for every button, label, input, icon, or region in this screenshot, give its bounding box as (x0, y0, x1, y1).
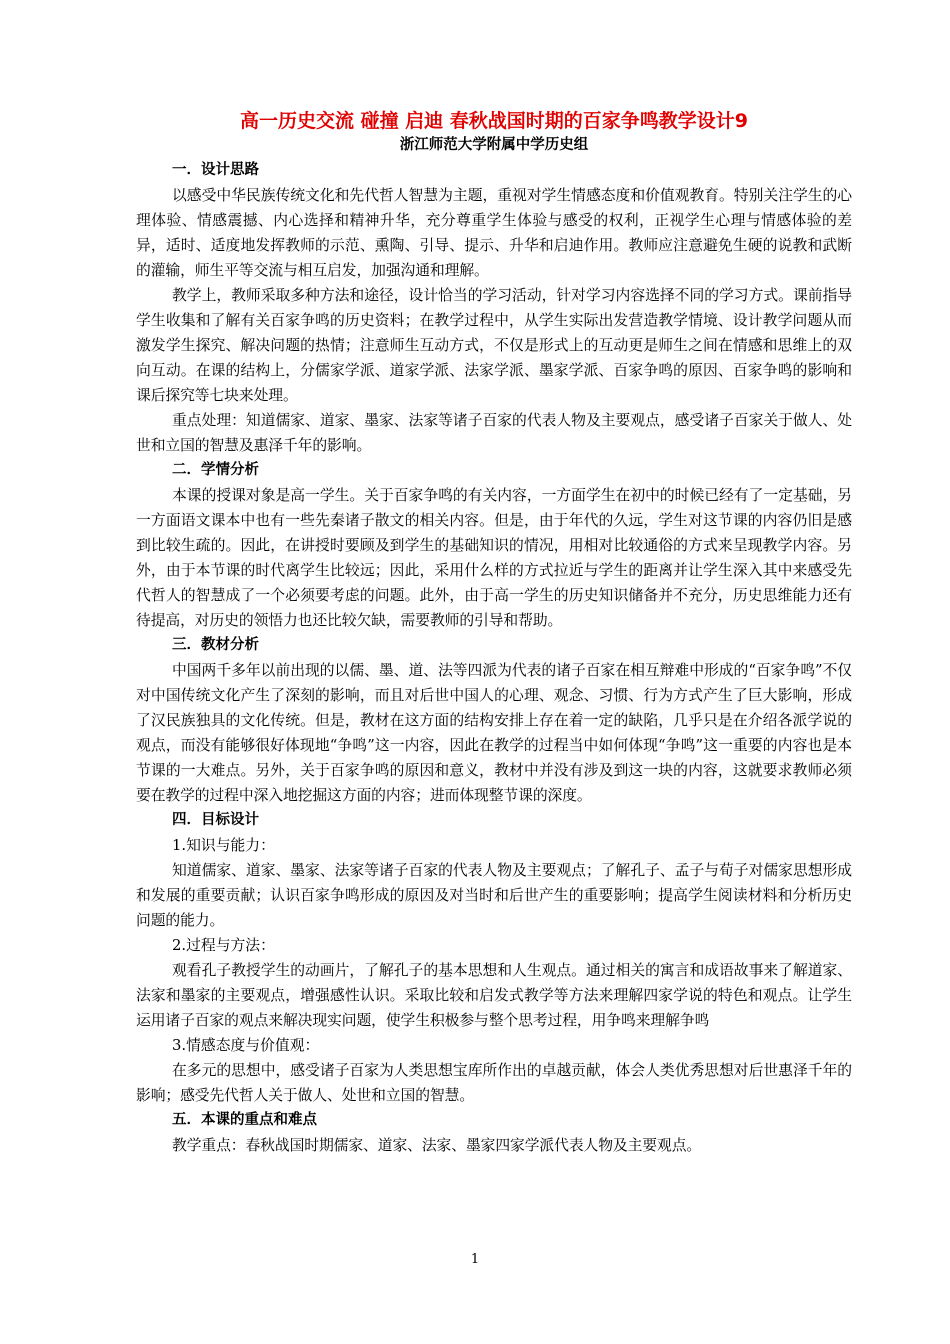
paragraph: 教学重点：春秋战国时期儒家、道家、法家、墨家四家学派代表人物及主要观点。 (172, 1137, 702, 1154)
paragraph: 本课的授课对象是高一学生。关于百家争鸣的有关内容，一方面学生在初中的时候已经有了一定基础，另一方面语文课本中也有一些先秦诸子散文的相关内容。但是，由于年代的久远，学生对这节课的内容仍旧是感到比较生疏的。因此，在讲授时要顾及到学生的基础知识的情况，用相对比较通俗的方式来呈现教学内容。另外，由于本节课的时代离学生比较远；因此，采用什么样的方式拉近与学生的距离并让学生深入其中来感受先代哲人的智慧成了一个必须要考虑的问题。此外，由于高一学生的历史知识储备并不充分，历史思维能力还有待提高，对历史的领悟力也还比较欠缺，需要教师的引导和帮助。 (136, 487, 852, 629)
paragraph: 知道儒家、道家、墨家、法家等诸子百家的代表人物及主要观点；了解孔子、孟子与荀子对儒家思想形成和发展的重要贡献；认识百家争鸣形成的原因及对当时和后世产生的重要影响；提高学生阅读材料和分析历史问题的能力。 (136, 862, 852, 929)
paragraph: 教学上，教师采取多种方法和途径，设计恰当的学习活动，针对学习内容选择不同的学习方式。课前指导学生收集和了解有关百家争鸣的历史资料；在教学过程中，从学生实际出发营造教学情境、设计教学问题从而激发学生探究、解决问题的热情；注意师生互动方式，不仅是形式上的互动更是师生之间在情感和思维上的双向互动。在课的结构上，分儒家学派、道家学派、法家学派、墨家学派、百家争鸣的原因、百家争鸣的影响和课后探究等七块来处理。 (136, 287, 852, 404)
paragraph: 以感受中华民族传统文化和先代哲人智慧为主题，重视对学生情感态度和价值观教育。特别关注学生的心理体验、情感震撼、内心选择和精神升华，充分尊重学生体验与感受的权利，正视学生心理与情感体验的差异，适时、适度地发挥教师的示范、熏陶、引导、提示、升华和启迪作用。教师应注意避免生硬的说教和武断的灌输，师生平等交流与相互启发，加强沟通和理解。 (136, 187, 852, 279)
paragraph: 中国两千多年以前出现的以儒、墨、道、法等四派为代表的诸子百家在相互辩难中形成的“百家争鸣”不仅对中国传统文化产生了深刻的影响，而且对后世中国人的心理、观念、习惯、行为方式产生了巨大影响，形成了汉民族独具的文化传统。但是，教材在这方面的结构安排上存在着一定的缺陷，几乎只是在介绍各派学说的观点，而没有能够很好体现地“争鸣”这一内容，因此在教学的过程当中如何体现“争鸣”这一重要的内容也是本节课的一大难点。另外，关于百家争鸣的原因和意义，教材中并没有涉及到这一块的内容，这就要求教师必须要在教学的过程中深入地挖掘这方面的内容；进而体现整节课的深度。 (136, 662, 852, 804)
paragraph: 重点处理：知道儒家、道家、墨家、法家等诸子百家的代表人物及主要观点，感受诸子百家关于做人、处世和立国的智慧及惠泽千年的影响。 (136, 412, 852, 454)
document-title: 高一历史交流 碰撞 启迪 春秋战国时期的百家争鸣教学设计9 (239, 110, 749, 132)
page-number: 1 (470, 1252, 480, 1267)
section-heading-textbook-analysis: 三．教材分析 (172, 637, 259, 653)
subsection-label-values: 3.情感态度与价值观： (172, 1037, 320, 1054)
section-heading-design-idea: 一．设计思路 (172, 162, 259, 178)
document-subtitle: 浙江师范大学附属中学历史组 (399, 137, 589, 153)
subsection-label-process: 2.过程与方法： (172, 937, 275, 954)
section-heading-goal-design: 四．目标设计 (172, 812, 259, 828)
subsection-label-knowledge: 1.知识与能力： (172, 837, 275, 854)
document-page (136, 108, 852, 1158)
section-heading-learner-analysis: 二．学情分析 (172, 462, 259, 478)
section-heading-key-points: 五．本课的重点和难点 (172, 1112, 317, 1128)
paragraph: 观看孔子教授学生的动画片，了解孔子的基本思想和人生观点。通过相关的寓言和成语故事来了解道家、法家和墨家的主要观点，增强感性认识。采取比较和启发式教学等方法来理解四家学说的特色和观点。让学生运用诸子百家的观点来解决现实问题，使学生积极参与整个思考过程，用争鸣来理解争鸣 (136, 962, 852, 1029)
paragraph: 在多元的思想中，感受诸子百家为人类思想宝库所作出的卓越贡献，体会人类优秀思想对后世惠泽千年的影响；感受先代哲人关于做人、处世和立国的智慧。 (136, 1062, 852, 1104)
